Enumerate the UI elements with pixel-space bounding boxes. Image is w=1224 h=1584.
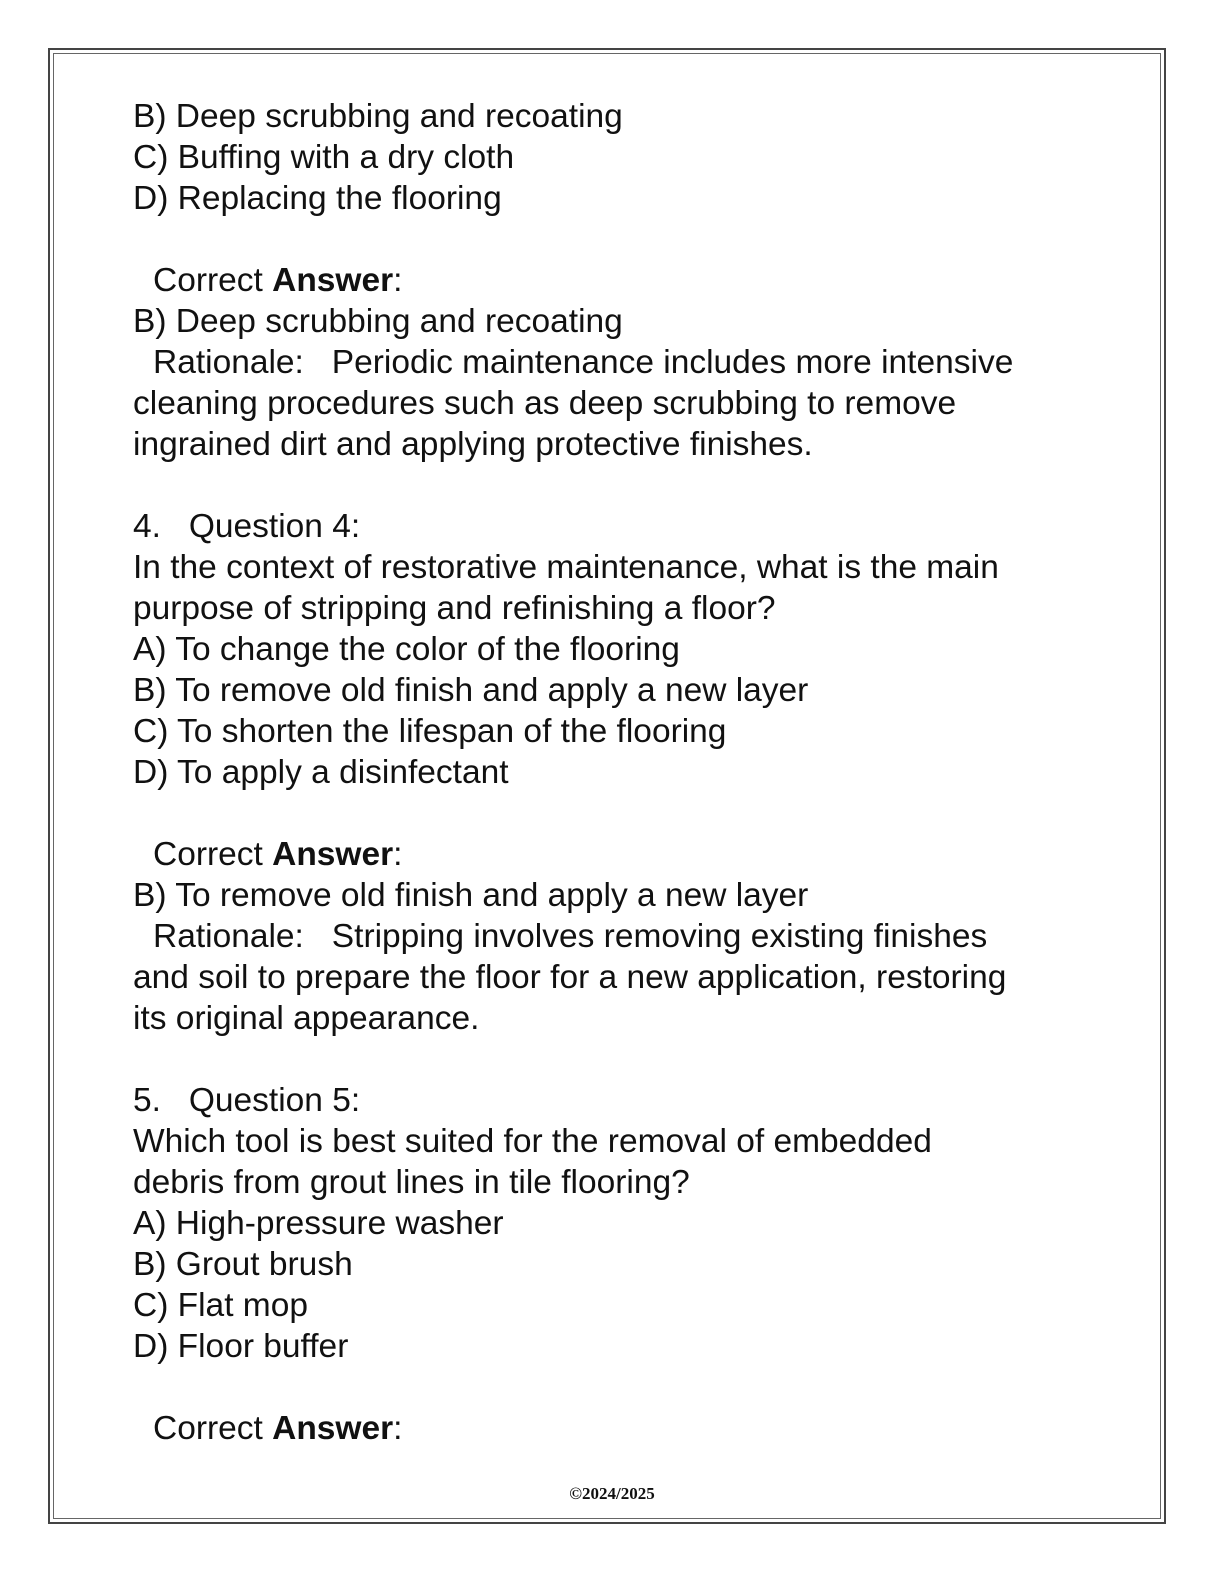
q3-option-c: C) Buffing with a dry cloth [133, 139, 515, 176]
q4-question-line-2: purpose of stripping and refinishing a floor? [133, 590, 776, 627]
q4-option-b: B) To remove old finish and apply a new layer [133, 672, 809, 709]
q4-rationale-line-3: its original appearance. [133, 1000, 480, 1037]
q4-answer: B) To remove old finish and apply a new layer [133, 877, 809, 914]
correct-prefix: Correct [153, 262, 273, 299]
q4-rationale-first-line [133, 916, 1093, 957]
q3-rationale-line-3: ingrained dirt and applying protective finishes. [133, 426, 813, 463]
correct-suffix: : [393, 836, 403, 873]
correct-prefix: Correct [153, 836, 273, 873]
rationale-text: Periodic maintenance includes more intensive [331, 344, 1014, 381]
q4-option-d: D) To apply a disinfectant [133, 754, 509, 791]
q5-heading: 5. Question 5: [133, 1082, 361, 1119]
rationale-label: Rationale: [153, 344, 304, 381]
footer-copyright: ©2024/2025 [569, 1484, 655, 1503]
spacer [133, 793, 1093, 834]
page-content [133, 96, 1093, 1449]
q3-correct-answer-label [133, 260, 1093, 301]
q5-question-line-2: debris from grout lines in tile flooring? [133, 1164, 690, 1201]
q4-option-c: C) To shorten the lifespan of the flooring [133, 713, 727, 750]
correct-prefix: Correct [153, 1410, 273, 1447]
q3-option-d: D) Replacing the flooring [133, 180, 502, 217]
spacer [133, 1039, 1093, 1080]
spacer [133, 219, 1093, 260]
q4-question-line-1: In the context of restorative maintenance, what is the main [133, 549, 999, 586]
q3-answer: B) Deep scrubbing and recoating [133, 303, 623, 340]
rationale-label: Rationale: [153, 918, 304, 955]
q4-correct-answer-label [133, 834, 1093, 875]
correct-suffix: : [393, 262, 403, 299]
answer-bold: Answer [272, 262, 394, 299]
question-3-tail [133, 96, 1093, 465]
answer-bold: Answer [272, 1410, 394, 1447]
q3-rationale-first-line [133, 342, 1093, 383]
q5-option-c: C) Flat mop [133, 1287, 308, 1324]
spacer [133, 465, 1093, 506]
q3-rationale-line-2: cleaning procedures such as deep scrubbing to remove [133, 385, 957, 422]
q5-option-b: B) Grout brush [133, 1246, 353, 1283]
q4-heading: 4. Question 4: [133, 508, 361, 545]
q5-question-line-1: Which tool is best suited for the removal of embedded [133, 1123, 932, 1160]
question-5 [133, 1080, 1093, 1449]
question-4 [133, 506, 1093, 1039]
q5-option-a: A) High-pressure washer [133, 1205, 504, 1242]
answer-bold: Answer [272, 836, 394, 873]
q5-option-d: D) Floor buffer [133, 1328, 349, 1365]
rationale-text: Stripping involves removing existing finishes [331, 918, 988, 955]
q4-rationale-line-2: and soil to prepare the floor for a new application, restoring [133, 959, 1007, 996]
q4-option-a: A) To change the color of the flooring [133, 631, 680, 668]
spacer [133, 1367, 1093, 1408]
q3-option-b: B) Deep scrubbing and recoating [133, 98, 623, 135]
q5-correct-answer-label [133, 1408, 1093, 1449]
correct-suffix: : [393, 1410, 403, 1447]
